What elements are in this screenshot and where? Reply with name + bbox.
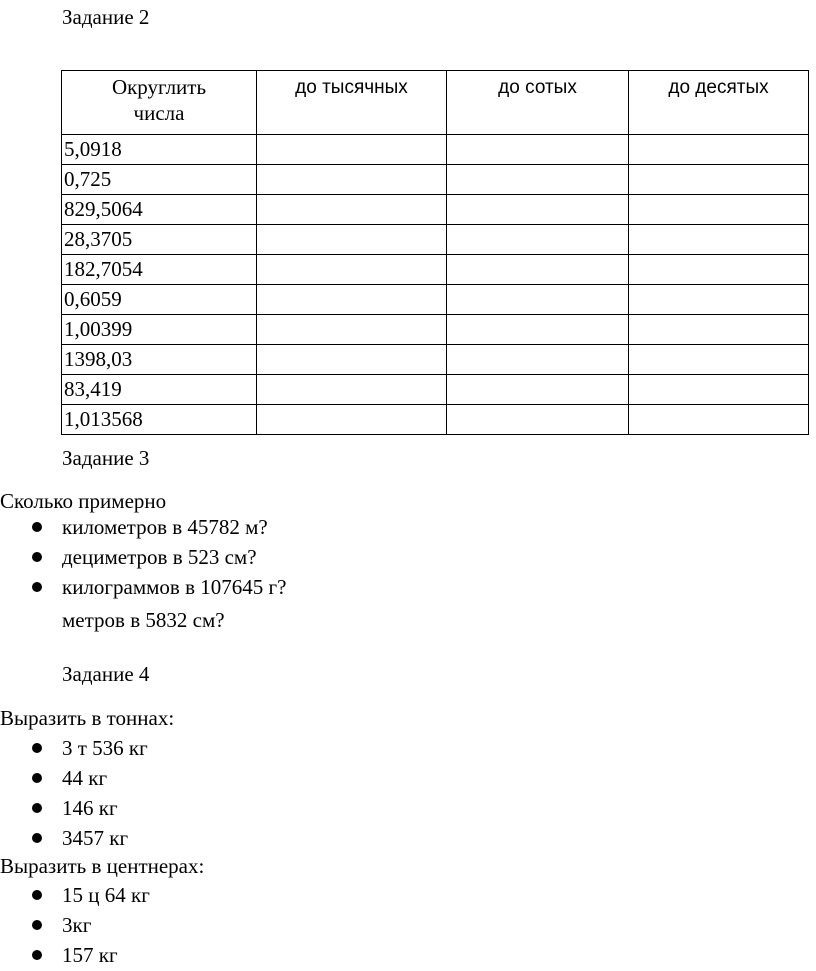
answer-cell-thousandths[interactable] (257, 405, 447, 435)
bullet-icon (32, 773, 42, 783)
answer-cell-tenths[interactable] (629, 165, 809, 195)
header-thousandths: до тысячных (257, 71, 447, 135)
list-item (62, 763, 148, 793)
task4-tons-intro: Выразить в тоннах: (0, 706, 175, 730)
bullet-icon (32, 552, 42, 562)
number-cell: 28,3705 (62, 225, 257, 255)
number-cell: 1,00399 (62, 315, 257, 345)
answer-cell-tenths[interactable] (629, 225, 809, 255)
bullet-icon (32, 522, 42, 532)
answer-cell-tenths[interactable] (629, 255, 809, 285)
number-cell: 0,6059 (62, 285, 257, 315)
task2-heading: Задание 2 (62, 5, 150, 29)
bullet-icon (32, 833, 42, 843)
table-row (62, 345, 809, 375)
task4-tons-list (62, 733, 148, 853)
answer-cell-thousandths[interactable] (257, 315, 447, 345)
bullet-icon (32, 890, 42, 900)
list-item (62, 542, 286, 572)
list-item (62, 823, 148, 853)
answer-cell-thousandths[interactable] (257, 255, 447, 285)
list-item-text: 44 кг (62, 766, 108, 790)
answer-cell-tenths[interactable] (629, 285, 809, 315)
answer-cell-thousandths[interactable] (257, 195, 447, 225)
header-round-numbers (62, 71, 257, 135)
answer-cell-tenths[interactable] (629, 315, 809, 345)
task4-centner-list (62, 880, 150, 970)
answer-cell-thousandths[interactable] (257, 135, 447, 165)
answer-cell-tenths[interactable] (629, 345, 809, 375)
answer-cell-hundredths[interactable] (447, 255, 629, 285)
task3-heading: Задание 3 (62, 446, 150, 470)
answer-cell-hundredths[interactable] (447, 195, 629, 225)
answer-cell-thousandths[interactable] (257, 225, 447, 255)
answer-cell-hundredths[interactable] (447, 345, 629, 375)
answer-cell-hundredths[interactable] (447, 285, 629, 315)
answer-cell-thousandths[interactable] (257, 285, 447, 315)
list-item-text: 15 ц 64 кг (62, 883, 150, 907)
bullet-icon (32, 920, 42, 930)
task4-heading: Задание 4 (62, 662, 150, 686)
answer-cell-tenths[interactable] (629, 375, 809, 405)
table-row (62, 285, 809, 315)
answer-cell-hundredths[interactable] (447, 405, 629, 435)
list-item (62, 910, 150, 940)
header-tenths: до десятых (629, 71, 809, 135)
rounding-table (61, 70, 809, 435)
task3-intro: Сколько примерно (0, 489, 167, 513)
number-cell: 0,725 (62, 165, 257, 195)
list-item (62, 733, 148, 763)
bullet-icon (32, 950, 42, 960)
number-cell: 83,419 (62, 375, 257, 405)
list-item-text: дециметров в 523 см? (62, 545, 257, 569)
table-row (62, 255, 809, 285)
answer-cell-hundredths[interactable] (447, 135, 629, 165)
number-cell: 1,013568 (62, 405, 257, 435)
table-row (62, 315, 809, 345)
list-item (62, 512, 286, 542)
list-item-text: 146 кг (62, 796, 118, 820)
header-round-line2: числа (133, 101, 185, 125)
header-hundredths: до сотых (447, 71, 629, 135)
answer-cell-tenths[interactable] (629, 195, 809, 225)
bullet-icon (32, 582, 42, 592)
task4-centner-intro: Выразить в центнерах: (0, 854, 205, 878)
list-item (62, 572, 286, 602)
table-header-row (62, 71, 809, 135)
table-row (62, 195, 809, 225)
answer-cell-hundredths[interactable] (447, 315, 629, 345)
table-row (62, 165, 809, 195)
list-item (62, 940, 150, 970)
bullet-icon (32, 743, 42, 753)
answer-cell-thousandths[interactable] (257, 375, 447, 405)
table-row (62, 375, 809, 405)
header-round-line1: Округлить (111, 75, 207, 99)
list-item-text: 3кг (62, 913, 92, 937)
answer-cell-hundredths[interactable] (447, 165, 629, 195)
list-item-text: 157 кг (62, 943, 118, 967)
table-row (62, 135, 809, 165)
number-cell: 1398,03 (62, 345, 257, 375)
answer-cell-tenths[interactable] (629, 135, 809, 165)
task3-list (62, 512, 286, 602)
number-cell: 182,7054 (62, 255, 257, 285)
list-item (62, 880, 150, 910)
answer-cell-thousandths[interactable] (257, 345, 447, 375)
list-item (62, 793, 148, 823)
list-item-text: километров в 45782 м? (62, 515, 268, 539)
number-cell: 5,0918 (62, 135, 257, 165)
bullet-icon (32, 803, 42, 813)
list-item-text: килограммов в 107645 г? (62, 575, 287, 599)
answer-cell-tenths[interactable] (629, 405, 809, 435)
answer-cell-hundredths[interactable] (447, 375, 629, 405)
table-row (62, 405, 809, 435)
list-item-text: 3 т 536 кг (62, 736, 148, 760)
table-row (62, 225, 809, 255)
list-item-text: 3457 кг (62, 826, 129, 850)
answer-cell-thousandths[interactable] (257, 165, 447, 195)
answer-cell-hundredths[interactable] (447, 225, 629, 255)
number-cell: 829,5064 (62, 195, 257, 225)
task3-extra-line: метров в 5832 см? (62, 608, 225, 632)
